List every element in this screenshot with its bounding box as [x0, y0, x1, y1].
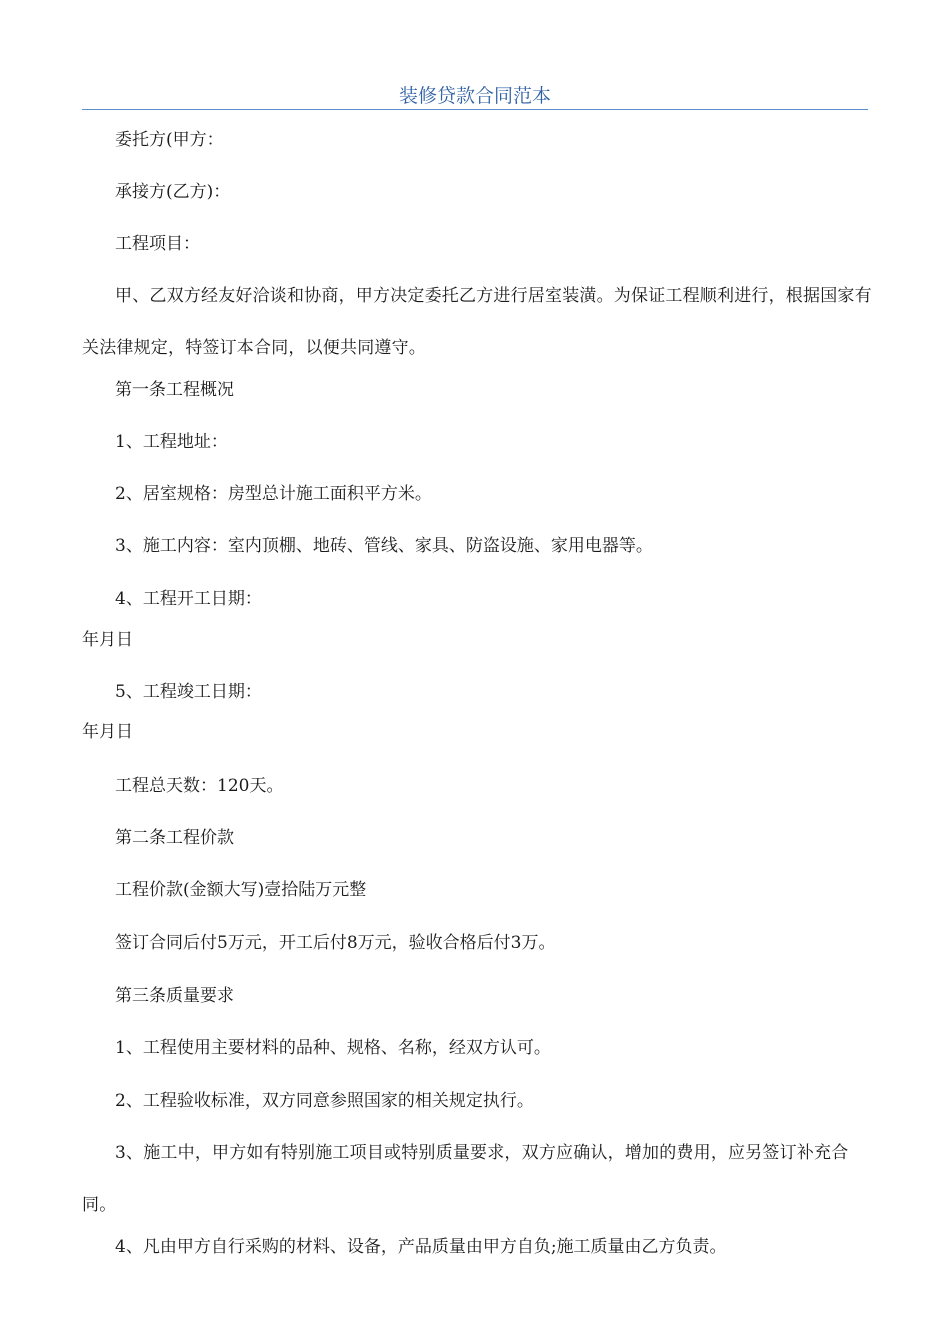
- paragraph-start-date: 4、工程开工日期：: [115, 589, 262, 609]
- paragraph-contractor: 承接方(乙方)：: [115, 182, 231, 202]
- paragraph-acceptance: 2、工程验收标准，双方同意参照国家的相关规定执行。: [115, 1091, 534, 1111]
- title-underline: [82, 109, 868, 110]
- paragraph-total-days: 工程总天数：120天。: [115, 776, 284, 796]
- paragraph-preamble: 甲、乙双方经友好洽谈和协商，甲方决定委托乙方进行居室装潢。为保证工程顺利进行，根据国家有关法律规定，特签订本合同，以便共同遵守。: [82, 286, 872, 358]
- end-date-value: 年月日: [82, 722, 133, 742]
- paragraph-scope: 3、施工内容：室内顶棚、地砖、管线、家具、防盗设施、家用电器等。: [115, 536, 653, 556]
- paragraph-special-requirements: 3、施工中，甲方如有特别施工项目或特别质量要求，双方应确认，增加的费用，应另签订补充合同。: [82, 1143, 849, 1215]
- paragraph-end-date: 5、工程竣工日期：: [115, 682, 262, 702]
- paragraph-price: 工程价款(金额大写)壹拾陆万元整: [115, 880, 367, 900]
- paragraph-project: 工程项目：: [115, 234, 200, 254]
- paragraph-materials: 1、工程使用主要材料的品种、规格、名称，经双方认可。: [115, 1038, 551, 1058]
- document-title: 装修贷款合同范本: [398, 85, 551, 107]
- article-2-heading: 第二条工程价款: [115, 828, 234, 848]
- paragraph-room-spec: 2、居室规格：房型总计施工面积平方米。: [115, 484, 432, 504]
- start-date-value: 年月日: [82, 630, 133, 650]
- paragraph-client: 委托方(甲方：: [115, 130, 224, 150]
- paragraph-payment: 签订合同后付5万元，开工后付8万元，验收合格后付3万。: [115, 933, 556, 953]
- paragraph-quality-responsibility: 4、凡由甲方自行采购的材料、设备，产品质量由甲方自负;施工质量由乙方负责。: [115, 1237, 727, 1257]
- article-1-heading: 第一条工程概况: [115, 380, 234, 400]
- article-3-heading: 第三条质量要求: [115, 986, 234, 1006]
- paragraph-address: 1、工程地址：: [115, 432, 228, 452]
